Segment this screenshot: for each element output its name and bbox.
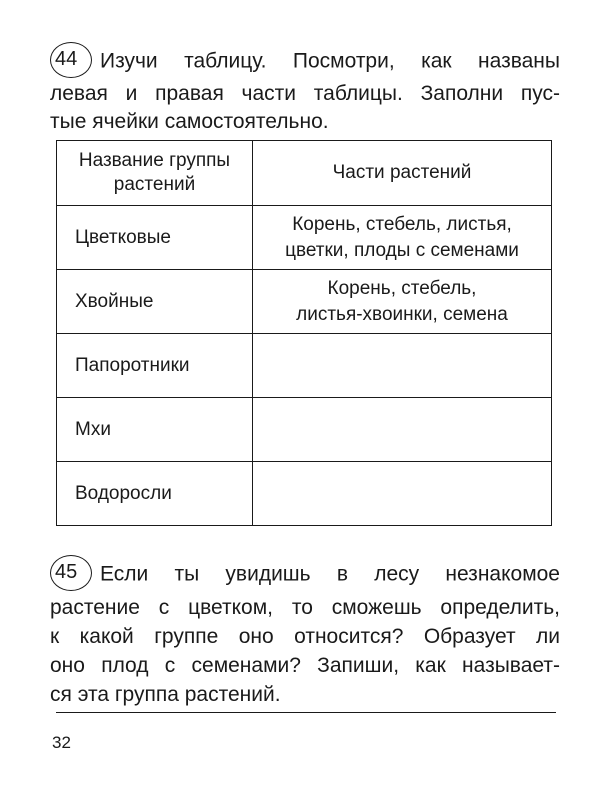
table-row (57, 270, 552, 334)
parts-cell: Корень, стебель, листья-хвоинки, семена (253, 270, 552, 334)
table-row (57, 206, 552, 270)
task-number-badge: 45 (50, 555, 92, 591)
task-44 (50, 44, 560, 136)
task-45-line-2: растение с цветком, то сможешь определить, (50, 596, 560, 619)
task-45-line-4: оно плод с семенами? Запиши, как называет- (50, 654, 560, 677)
answer-line[interactable] (56, 712, 556, 713)
task-45-line-3: к какой группе оно относится? Образует ли (50, 625, 560, 648)
table-row (57, 462, 552, 526)
task-45-line-5: ся эта группа растений. (50, 683, 281, 706)
table-row (57, 398, 552, 462)
group-name-cell: Водоросли (57, 462, 253, 526)
header-group-name: Название группы растений (57, 141, 253, 206)
task-45 (50, 557, 560, 709)
parts-cell: Корень, стебель, листья, цветки, плоды с семенами (253, 206, 552, 270)
group-name-cell: Папоротники (57, 334, 253, 398)
page-number: 32 (52, 733, 71, 752)
task-number-badge: 44 (50, 42, 92, 78)
task-45-line-1: 45 Если ты увидишь в лесу незнакомое (50, 557, 560, 593)
task-44-line-2: левая и правая части таблицы. Заполни пус- (50, 82, 560, 105)
group-name-cell: Цветковые (57, 206, 253, 270)
empty-parts-cell[interactable] (253, 398, 552, 462)
table-header-row (57, 141, 552, 206)
group-name-cell: Мхи (57, 398, 253, 462)
table-row (57, 334, 552, 398)
task-44-line-3: тые ячейки самостоятельно. (50, 110, 329, 133)
empty-parts-cell[interactable] (253, 334, 552, 398)
header-plant-parts: Части растений (253, 141, 552, 206)
group-name-cell: Хвойные (57, 270, 253, 334)
empty-parts-cell[interactable] (253, 462, 552, 526)
plant-groups-table (56, 140, 552, 526)
task-44-line-1: 44 Изучи таблицу. Посмотри, как названы (50, 44, 560, 80)
